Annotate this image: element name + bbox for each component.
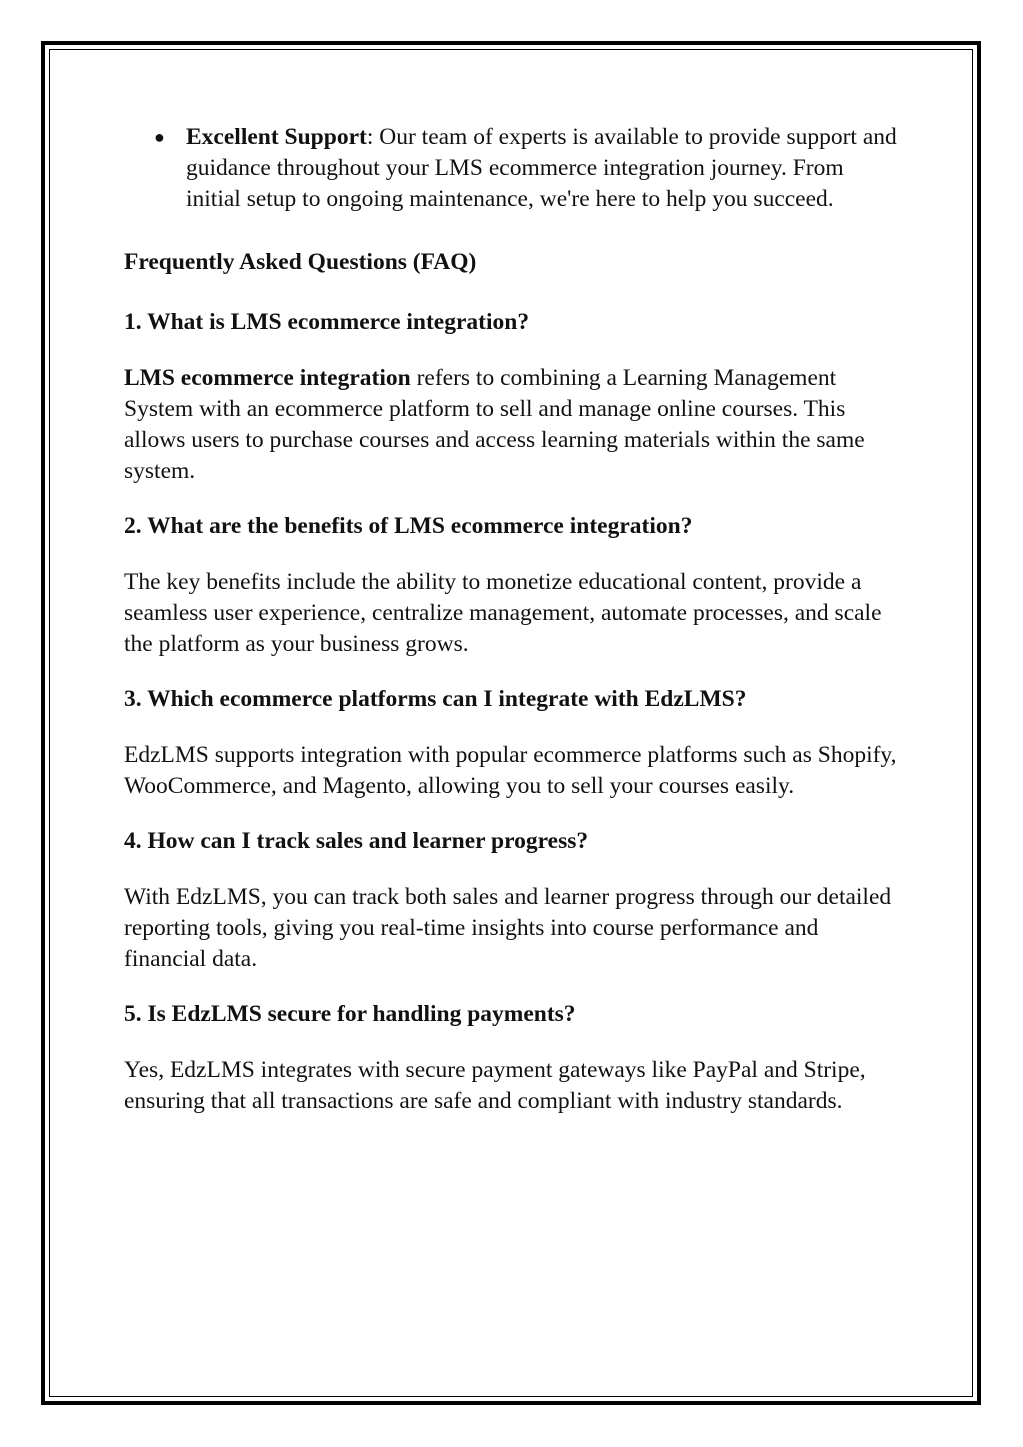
faq-question-3: 3. Which ecommerce platforms can I integrate with EdzLMS? <box>124 686 747 712</box>
faq-answer-1-text: refers to combining a Learning Management System with an ecommerce platform to sell and manage online courses. This allows users to purchase courses and access learning materials within the same system. <box>124 365 865 484</box>
faq-question-2: 2. What are the benefits of LMS ecommerce integration? <box>124 513 693 539</box>
support-bullet-item <box>124 122 904 215</box>
faq-answer-1 <box>124 363 904 487</box>
support-bullet-text: : Our team of experts is available to provide support and guidance throughout your LMS ecommerce integration journey. From initial setup to ongoing maintenance, we're here to help you succeed. <box>186 124 897 212</box>
support-bullet-list <box>124 122 904 215</box>
bullet-dot-icon: ● <box>154 127 165 147</box>
faq-answer-3: EdzLMS supports integration with popular ecommerce platforms such as Shopify, WooCommerce, and Magento, allowing you to sell your courses easily. <box>124 742 897 799</box>
faq-heading: Frequently Asked Questions (FAQ) <box>124 249 477 275</box>
faq-answer-4: With EdzLMS, you can track both sales and learner progress through our detailed reporting tools, giving you real-time insights into course performance and financial data. <box>124 884 892 972</box>
faq-answer-5: Yes, EdzLMS integrates with secure payment gateways like PayPal and Stripe, ensuring that all transactions are safe and compliant with industry standards. <box>124 1057 866 1114</box>
document-body <box>124 122 904 1117</box>
faq-question-4: 4. How can I track sales and learner progress? <box>124 828 589 854</box>
faq-question-5: 5. Is EdzLMS secure for handling payments? <box>124 1001 576 1027</box>
faq-answer-2: The key benefits include the ability to monetize educational content, provide a seamless user experience, centralize management, automate processes, and scale the platform as your business grows. <box>124 569 882 657</box>
support-bullet-label: Excellent Support <box>186 124 367 150</box>
faq-question-1: 1. What is LMS ecommerce integration? <box>124 309 530 335</box>
faq-answer-1-bold: LMS ecommerce integration <box>124 365 411 391</box>
